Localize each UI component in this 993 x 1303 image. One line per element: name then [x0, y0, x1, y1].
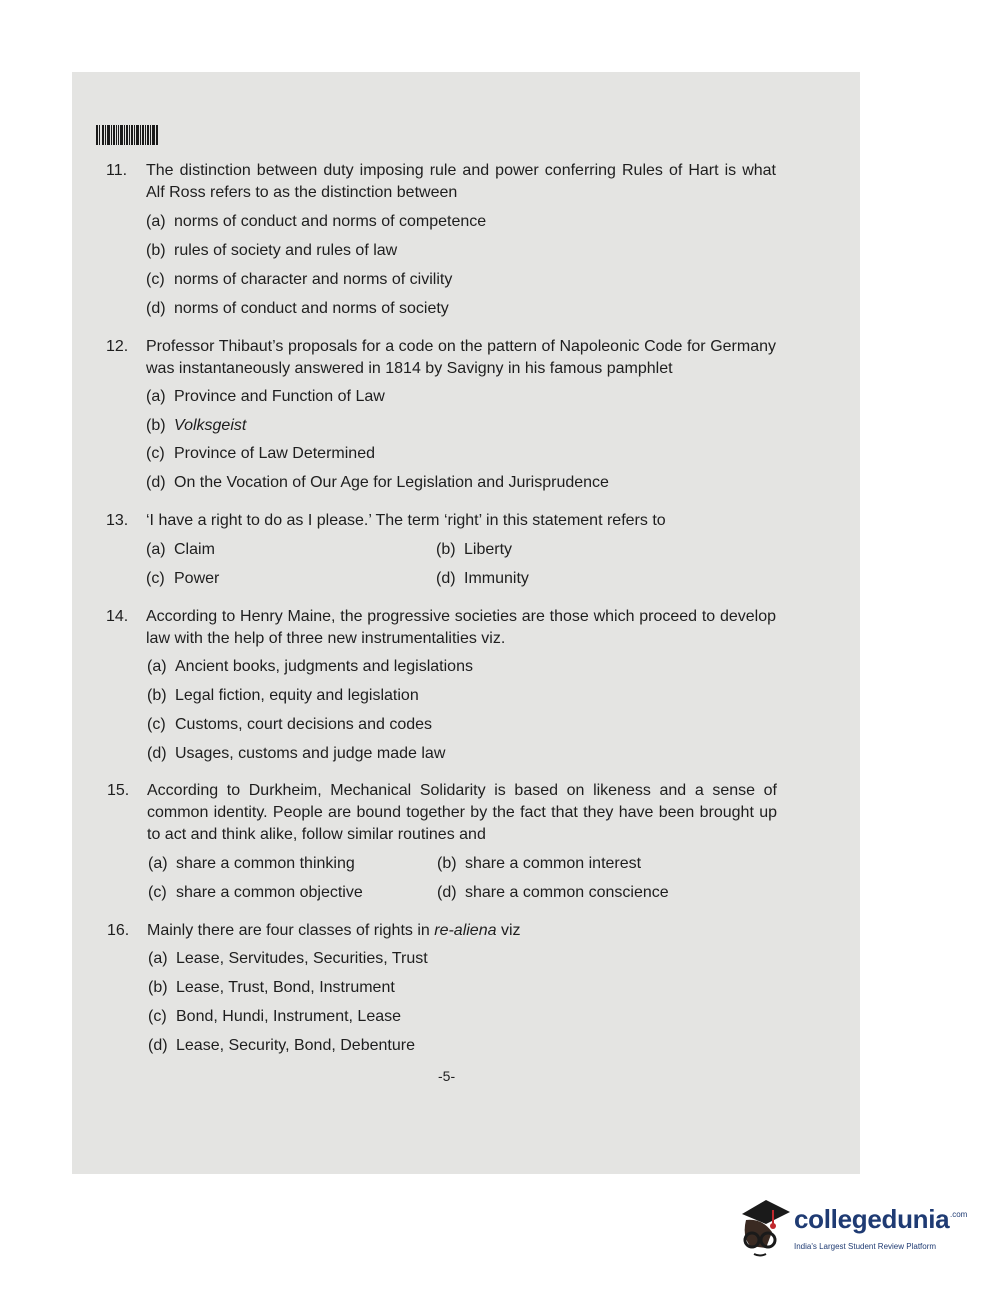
student-mascot-icon	[736, 1196, 792, 1258]
page-number: -5-	[438, 1068, 456, 1084]
question-stem: ‘I have a right to do as I please.’ The term ‘right’ in this statement refers to	[146, 512, 666, 529]
option-11b: (b) rules of society and rules of law	[146, 242, 398, 259]
option-15a: (a) share a common thinking	[148, 855, 355, 872]
option-14b: (b) Legal fiction, equity and legislation	[147, 687, 419, 704]
option-16b: (b) Lease, Trust, Bond, Instrument	[148, 979, 395, 996]
option-11d: (d) norms of conduct and norms of society	[146, 300, 449, 317]
option-12d: (d) On the Vocation of Our Age for Legislation and Jurisprudence	[146, 474, 609, 491]
question-stem: Professor Thibaut’s proposals for a code on the pattern of Napoleonic Code for Germany was instantaneously answered in 1814 by Savigny in his famous pamphlet	[146, 338, 776, 377]
question-number: 13.	[106, 512, 129, 529]
option-13d: (d) Immunity	[436, 570, 529, 587]
question-number: 12.	[106, 338, 129, 355]
barcode-icon	[96, 125, 158, 145]
option-11a: (a) norms of conduct and norms of competence	[146, 213, 487, 230]
option-13b: (b) Liberty	[436, 541, 513, 558]
question-number: 15.	[107, 782, 130, 799]
question-number: 14.	[106, 608, 129, 625]
option-12a: (a) Province and Function of Law	[146, 388, 385, 405]
brand-domain: .com	[950, 1210, 968, 1219]
option-14c: (c) Customs, court decisions and codes	[147, 716, 433, 733]
question-stem: Mainly there are four classes of rights in re-aliena viz	[147, 922, 521, 939]
option-16d: (d) Lease, Security, Bond, Debenture	[148, 1037, 415, 1054]
option-14d: (d) Usages, customs and judge made law	[147, 745, 446, 762]
question-stem: The distinction between duty imposing rule and power conferring Rules of Hart is what Alf Ross refers to as the distinction between	[146, 162, 776, 201]
question-stem: According to Henry Maine, the progressive societies are those which proceed to develop law with the help of three new instrumentalities viz.	[146, 608, 776, 647]
option-16c: (c) Bond, Hundi, Instrument, Lease	[148, 1008, 402, 1025]
option-11c: (c) norms of character and norms of civility	[146, 271, 453, 288]
option-15b: (b) share a common interest	[437, 855, 642, 872]
brand-name: collegedunia	[794, 1204, 950, 1234]
collegedunia-logo	[736, 1196, 966, 1260]
option-13c: (c) Power	[146, 570, 220, 587]
option-15c: (c) share a common objective	[148, 884, 363, 901]
option-12c: (c) Province of Law Determined	[146, 445, 375, 462]
option-12b: (b) Volksgeist	[146, 417, 247, 434]
question-number: 16.	[107, 922, 130, 939]
brand-tagline: India's Largest Student Review Platform	[794, 1242, 937, 1251]
option-16a: (a) Lease, Servitudes, Securities, Trust	[148, 950, 428, 967]
question-stem: According to Durkheim, Mechanical Solidarity is based on likeness and a sense of common identity. People are bound together by the fact that they have been brought up to act and think alike, follow similar routines and	[147, 782, 777, 843]
option-13a: (a) Claim	[146, 541, 215, 558]
option-15d: (d) share a common conscience	[437, 884, 669, 901]
question-number: 11.	[106, 162, 128, 179]
option-14a: (a) Ancient books, judgments and legislations	[147, 658, 473, 675]
